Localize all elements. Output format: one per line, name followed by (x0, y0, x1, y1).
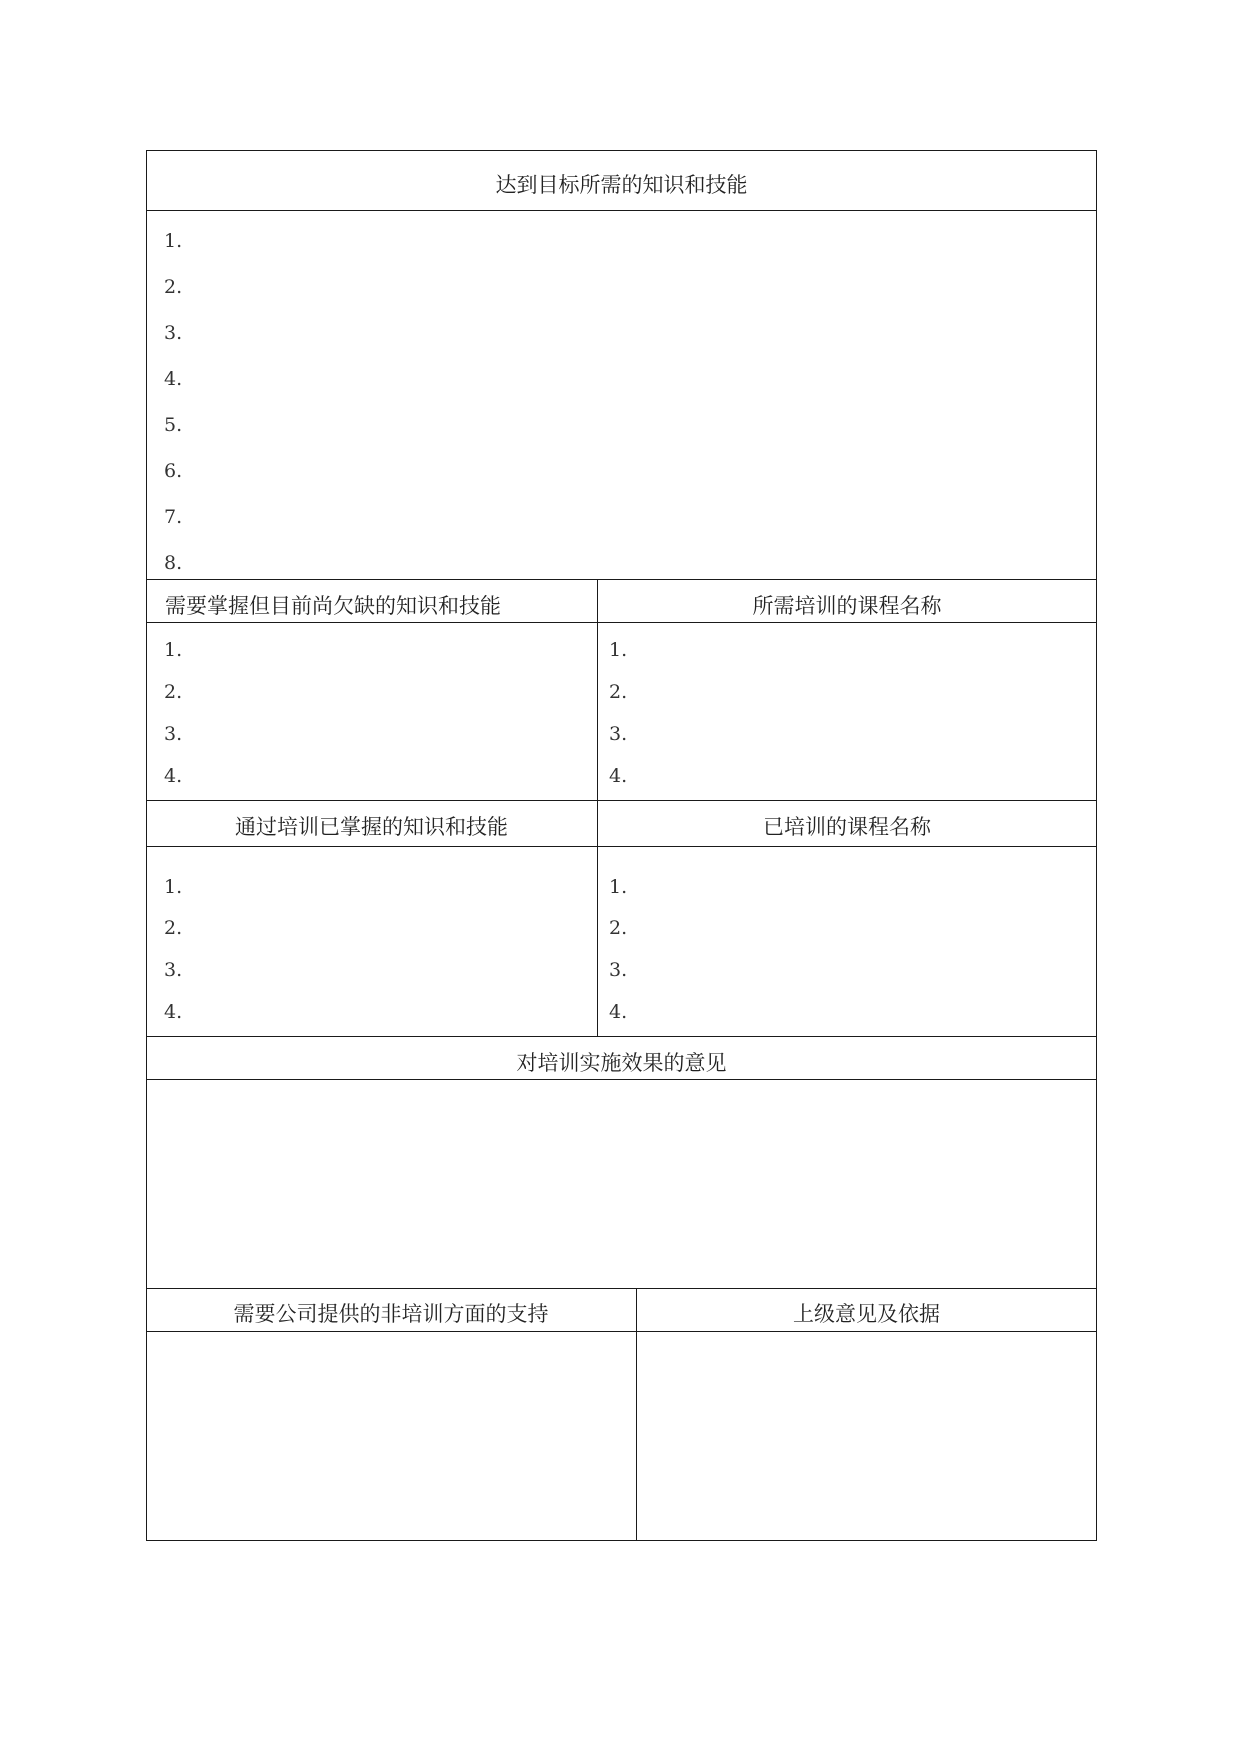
section2-right-header: 所需培训的课程名称 (752, 594, 942, 618)
list-item: 1. (164, 230, 183, 252)
divider (146, 846, 1097, 847)
section3-right-header: 已培训的课程名称 (763, 815, 931, 839)
list-item: 3. (164, 723, 183, 745)
divider (146, 800, 1097, 801)
list-item: 4. (164, 1001, 183, 1023)
list-item: 4. (164, 765, 183, 787)
list-item: 2. (609, 681, 628, 703)
divider (146, 210, 1097, 211)
section3-left-header: 通过培训已掌握的知识和技能 (235, 815, 508, 839)
section5-right-header: 上级意见及依据 (793, 1302, 940, 1326)
table-border-top (146, 150, 1097, 151)
supervisor-opinion-area[interactable] (637, 1332, 1096, 1540)
divider (146, 622, 1097, 623)
section1-header: 达到目标所需的知识和技能 (495, 173, 748, 197)
section5-left-header: 需要公司提供的非培训方面的支持 (233, 1302, 549, 1326)
column-divider (597, 579, 598, 1037)
list-item: 8. (164, 552, 183, 574)
list-item: 4. (609, 765, 628, 787)
list-item: 5. (164, 414, 183, 436)
list-item: 3. (164, 322, 183, 344)
list-item: 6. (164, 460, 183, 482)
divider (146, 579, 1097, 580)
table-border-bottom (146, 1540, 1097, 1541)
list-item: 7. (164, 506, 183, 528)
list-item: 1. (609, 639, 628, 661)
feedback-area[interactable] (147, 1080, 1096, 1288)
list-item: 2. (164, 276, 183, 298)
section2-left-header: 需要掌握但目前尚欠缺的知识和技能 (165, 594, 501, 618)
divider (146, 1036, 1097, 1037)
list-item: 2. (609, 917, 628, 939)
list-item: 2. (164, 681, 183, 703)
list-item: 3. (164, 959, 183, 981)
list-item: 4. (609, 1001, 628, 1023)
list-item: 1. (164, 639, 183, 661)
list-item: 1. (164, 876, 183, 898)
divider (146, 1288, 1097, 1289)
support-area[interactable] (147, 1332, 636, 1540)
list-item: 3. (609, 723, 628, 745)
list-item: 4. (164, 368, 183, 390)
section4-header: 对培训实施效果的意见 (516, 1051, 727, 1075)
list-item: 3. (609, 959, 628, 981)
list-item: 2. (164, 917, 183, 939)
list-item: 1. (609, 876, 628, 898)
